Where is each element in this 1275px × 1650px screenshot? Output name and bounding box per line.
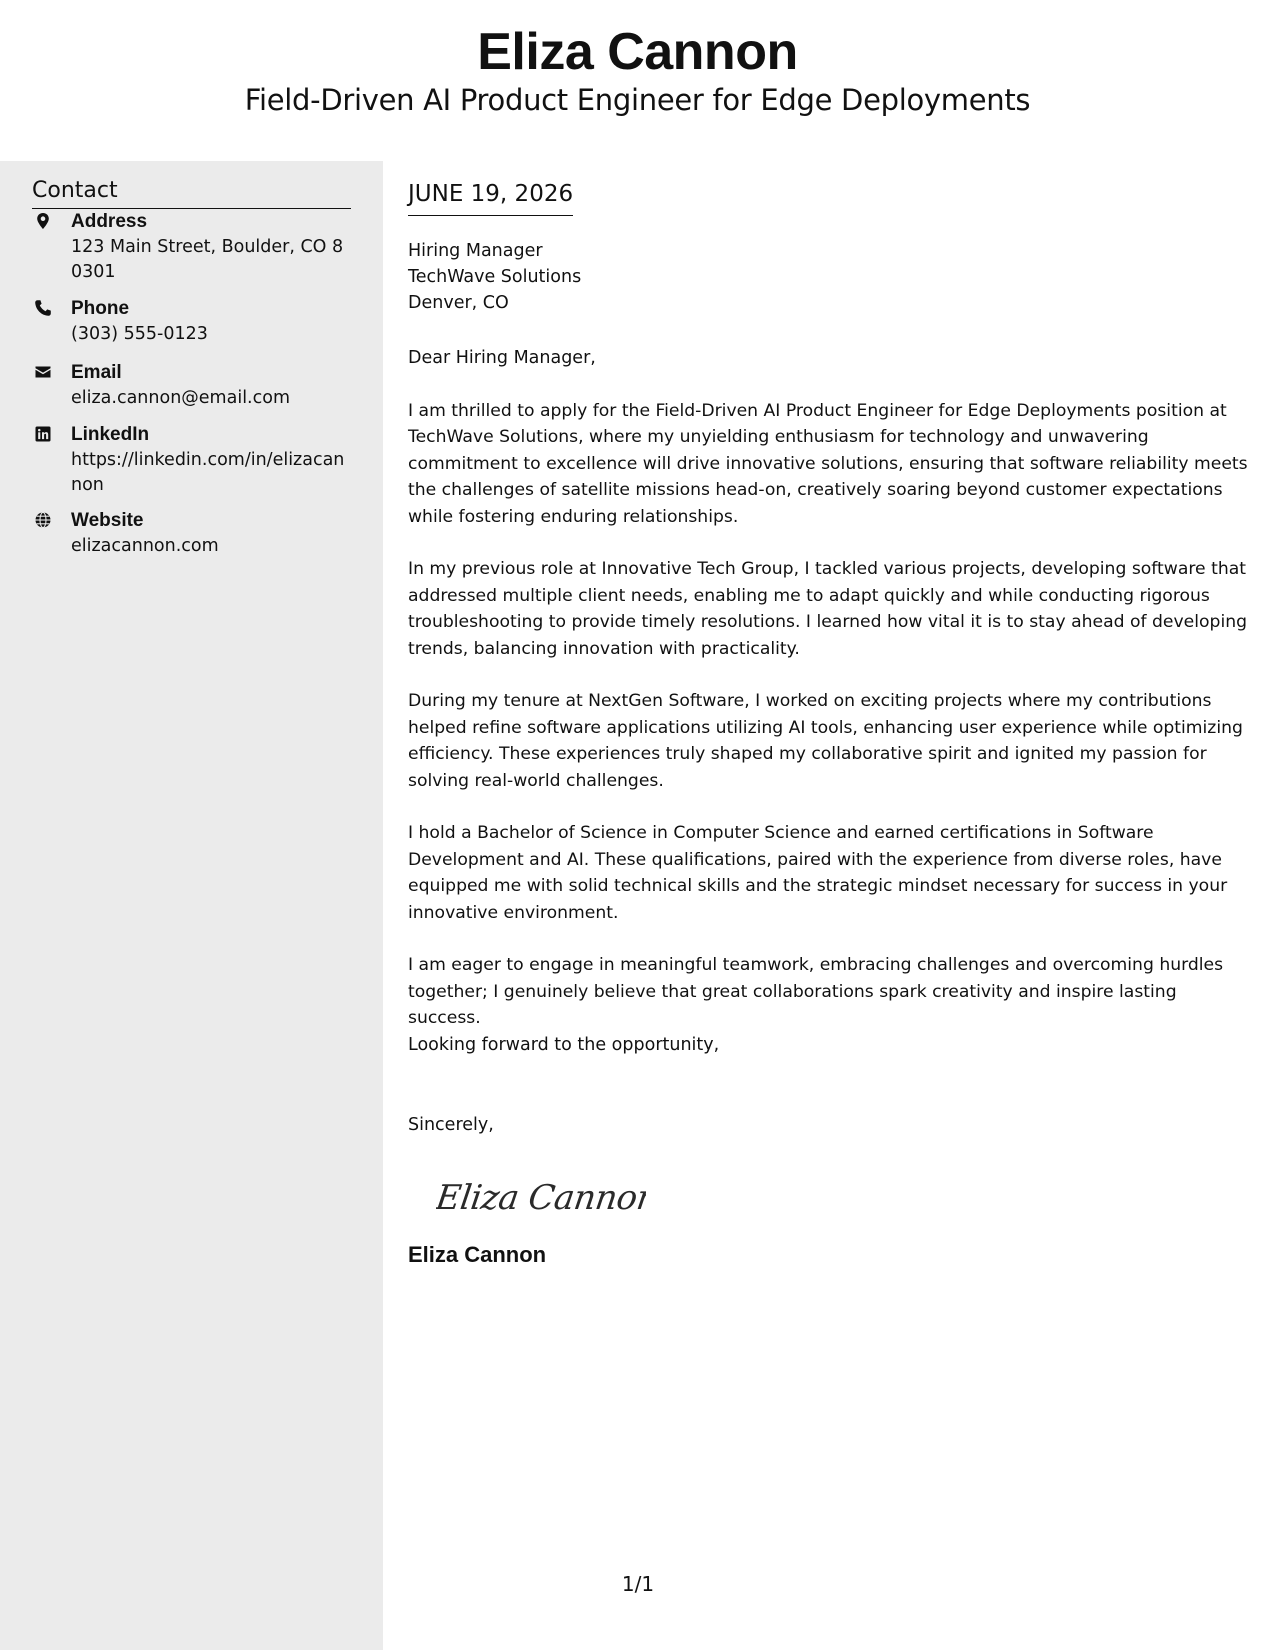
recipient-line: Denver, CO (408, 293, 509, 313)
contact-label: LinkedIn (71, 424, 150, 445)
contact-label: Email (71, 362, 122, 383)
map-pin-icon (34, 212, 52, 230)
contact-value[interactable]: elizacannon.com (71, 536, 219, 556)
recipient-block (408, 238, 581, 316)
paragraph: During my tenure at NextGen Software, I worked on exciting projects where my contributions helped refine software applications utilizing AI tools, enhancing user experience while optimizing efficiency. These experiences truly shaped my collaborative spirit and ignited my passion for solving real-world challenges. (408, 691, 1243, 791)
recipient-line: Hiring Manager (408, 241, 543, 261)
paragraph: I am eager to engage in meaningful teamwork, embracing challenges and overcoming hurdles together; I genuinely believe that great collaborations spark creativity and inspire lasting success. (408, 955, 1224, 1029)
envelope-icon (34, 363, 52, 381)
salutation: Dear Hiring Manager, (408, 348, 596, 368)
applicant-name: Eliza Cannon (477, 23, 798, 81)
applicant-title: Field-Driven AI Product Engineer for Edge Deployments (244, 83, 1031, 117)
page-number: 1/1 (621, 1572, 655, 1596)
recipient-line: TechWave Solutions (408, 267, 582, 287)
paragraph: In my previous role at Innovative Tech Group, I tackled various projects, developing software that addressed multiple client needs, enabling me to adapt quickly and while conducting rigorous troubleshooting to provide timely resolutions. I learned how vital it is to stay ahead of developing trends, balancing innovation with practicality. (408, 559, 1248, 659)
contact-value: 123 Main Street, Boulder, CO 80301 (71, 237, 344, 282)
paragraph: I am thrilled to apply for the Field-Driven AI Product Engineer for Edge Deployments position at TechWave Solutions, where my unyielding enthusiasm for technology and unwavering commitment to excellence will drive innovative solutions, ensuring that software reliability meets the challenges of satellite missions head-on, creatively soaring beyond customer expectations while fostering enduring relationships. (408, 401, 1248, 527)
contact-label: Website (71, 510, 144, 531)
contact-label: Phone (71, 298, 130, 319)
letter-date: JUNE 19, 2026 (408, 179, 573, 216)
letter-header (0, 0, 1275, 161)
globe-icon (34, 511, 52, 529)
contact-label: Address (71, 211, 148, 232)
phone-icon (34, 299, 52, 317)
contact-value: (303) 555-0123 (71, 324, 208, 344)
linkedin-icon (34, 425, 52, 443)
svg-text:Eliza Cannon: Eliza Cannon (436, 1178, 646, 1218)
contact-value: eliza.cannon@email.com (71, 388, 290, 408)
contact-heading: Contact (32, 176, 351, 209)
sign-off: Sincerely, (408, 1115, 494, 1135)
contact-sidebar (0, 161, 383, 1650)
closing-line: Looking forward to the opportunity, (408, 1035, 720, 1055)
contact-value[interactable]: https://linkedin.com/in/elizacannon (71, 450, 345, 495)
signer-name: Eliza Cannon (408, 1242, 547, 1267)
letter-paragraphs (408, 398, 1253, 1058)
paragraph: I hold a Bachelor of Science in Computer Science and earned certifications in Software Development and AI. These qualifications, paired with the experience from diverse roles, have equipped me with solid technical skills and the strategic mindset necessary for success in your innovative environment. (408, 823, 1228, 923)
handwritten-signature (436, 1171, 646, 1223)
